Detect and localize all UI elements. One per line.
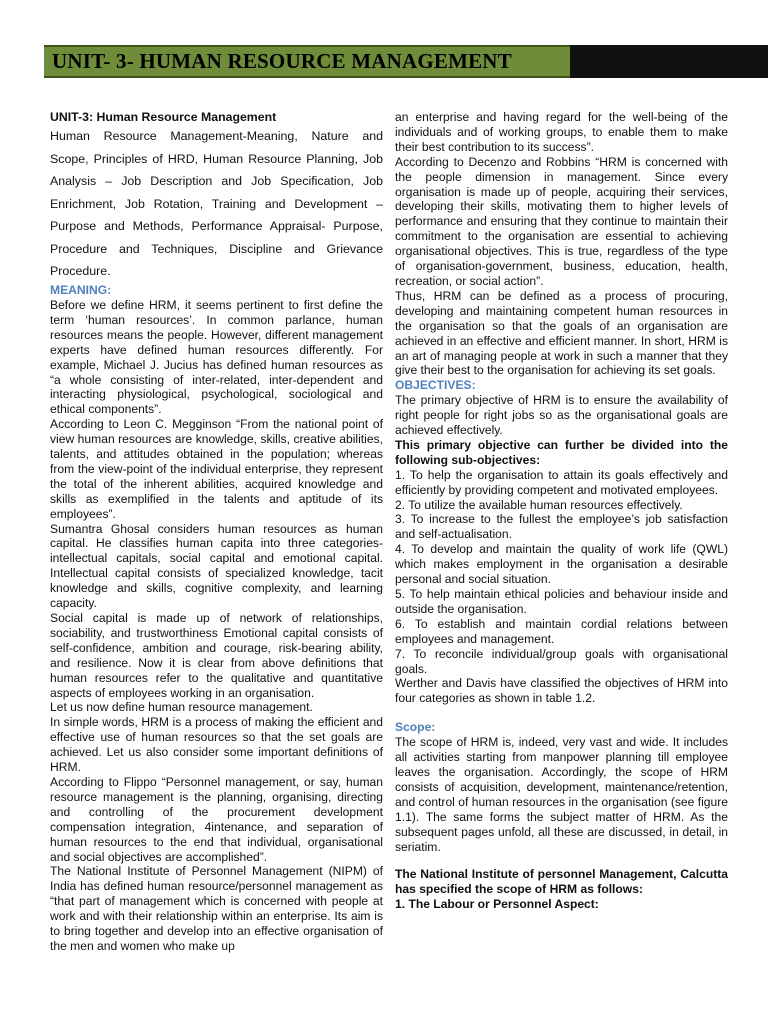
- spacer: [395, 706, 728, 720]
- objective-item: 4. To develop and maintain the quality of work life (QWL) which makes employment in the organisation a desirable personal and social situation.: [395, 542, 728, 587]
- intro-title: UNIT-3: Human Resource Management: [50, 110, 277, 124]
- sub-objectives-intro: This primary objective can further be divided into the following sub-objectives:: [395, 437, 728, 467]
- unit-title: UNIT- 3- HUMAN RESOURCE MANAGEMENT: [52, 49, 512, 73]
- labour-aspect-heading: 1. The Labour or Personnel Aspect:: [395, 897, 599, 912]
- nipm-scope-intro: The National Institute of personnel Management, Calcutta has specified the scope of HRM as follows:: [395, 867, 728, 897]
- left-paragraph: Sumantra Ghosal considers human resources as human capital. He classifies human capita into three categories- intellectual capitals, social capital and emotional capital. Intellectual capital consists of specialized knowledge, tacit knowledge and skills, cognitive complexity, and learning capacity.: [50, 521, 383, 611]
- left-paragraph: According to Flippo “Personnel management, or say, human resource management is the planning, organising, directing and controlling of the procurement development compensation integration, 4intenance, and separation of human resources to the end that individual, organisational and social objectives are accomplished”.: [50, 774, 383, 864]
- left-paragraph: Before we define HRM, it seems pertinent to first define the term ‘human resources’. In common parlance, human resources means the people. However, different management experts have defined human resources differently. For example, Michael J. Jucius has defined human resources as “a whole consisting of inter-related, inter-dependent and interacting physiological, psychological, sociological and ethical components”.: [50, 297, 383, 417]
- right-paragraph: The scope of HRM is, indeed, very vast and wide. It includes all activities starting from manpower planning till employee leaves the organisation. Accordingly, the scope of HRM consists of acquisition, development, maintenance/retention, and control of human resources in the organisation (see figure 1.1). The same forms the subject matter of HRM. As the subsequent pages unfold, all these are discussed, in detail, in seriatim.: [395, 735, 728, 854]
- intro-body: Human Resource Management-Meaning, Nature and Scope, Principles of HRD, Human Resource Planning, Job Analysis – Job Description and Job Specification, Job Enrichment, Job Rotation, Training and Development – Purpose and Methods, Performance Appraisal- Purpose, Procedure and Techniques, Discipline and Grievance Procedure.: [50, 128, 383, 279]
- left-paragraph: According to Leon C. Megginson “From the national point of view human resources are knowledge, skills, creative abilities, talents, and attitudes obtained in the population; whereas from the view-point of the individual enterprise, they represent the total of the inherent abilities, acquired knowledge and skills as exemplified in the talents and aptitude of its employees”.: [50, 417, 383, 521]
- unit-banner-dark-block: [570, 45, 768, 78]
- right-paragraph: an enterprise and having regard for the well-being of the individuals and of working groups, to enable them to make their best contribution to its success”.: [395, 110, 728, 154]
- left-paragraph: Let us now define human resource management.: [50, 700, 313, 715]
- meaning-heading: MEANING:: [50, 283, 112, 298]
- objective-item: 3. To increase to the fullest the employee’s job satisfaction and self-actualisation.: [395, 512, 728, 542]
- left-paragraph: In simple words, HRM is a process of making the efficient and effective use of human resources so that the set goals are achieved. Let us also consider some important definitions of HRM.: [50, 715, 383, 775]
- spacer: [395, 854, 728, 867]
- unit-banner: [44, 45, 768, 78]
- scope-heading: Scope:: [395, 720, 436, 735]
- objective-item: 1. To help the organisation to attain its goals effectively and efficiently by providing competent and motivated employees.: [395, 467, 728, 497]
- right-paragraph: Thus, HRM can be defined as a process of procuring, developing and maintaining competent human resources in the organisation so that the goals of an organisation are achieved in an effective and efficient manner. In short, HRM is an art of managing people at work in such a manner that they give their best to the organisation for achieving its set goals.: [395, 288, 728, 378]
- left-column: [50, 110, 383, 954]
- right-paragraph: Werther and Davis have classified the objectives of HRM into four categories as shown in table 1.2.: [395, 676, 728, 706]
- objective-item: 2. To utilize the available human resources effectively.: [395, 497, 683, 512]
- objective-item: 6. To establish and maintain cordial relations between employees and management.: [395, 616, 728, 646]
- objective-item: 5. To help maintain ethical policies and behaviour inside and outside the organisation.: [395, 587, 728, 616]
- left-paragraph: Social capital is made up of network of relationships, sociability, and trustworthiness Emotional capital consists of self-confidence, ambition and courage, risk-bearing ability, and resilience. Now it is clear from above definitions that human resources refer to the qualitative and quantitative aspects of employees working in an organisation.: [50, 611, 383, 700]
- right-column: [395, 110, 728, 912]
- objectives-heading: OBJECTIVES:: [395, 378, 476, 393]
- objective-item: 7. To reconcile individual/group goals with organisational goals.: [395, 646, 728, 676]
- left-paragraph: The National Institute of Personnel Management (NIPM) of India has defined human resource/personnel management as “that part of management which is concerned with people at work and with their relationship within an enterprise. Its aim is to bring together and develop into an effective organisation of the men and women who make up: [50, 864, 383, 953]
- right-paragraph: The primary objective of HRM is to ensure the availability of right people for right jobs so as the organisational goals are achieved effectively.: [395, 393, 728, 438]
- unit-banner-title-bar: [44, 45, 570, 78]
- right-paragraph: According to Decenzo and Robbins “HRM is concerned with the people dimension in management. Since every organisation is made up of people, acquiring their services, developing their skills, motivating them to higher levels of performance and ensuring that they continue to maintain their commitment to the organisation are essential to achieving organisational objectives. This is true, regardless of the type of organisation-government, business, education, health, recreation, or social action”.: [395, 154, 728, 288]
